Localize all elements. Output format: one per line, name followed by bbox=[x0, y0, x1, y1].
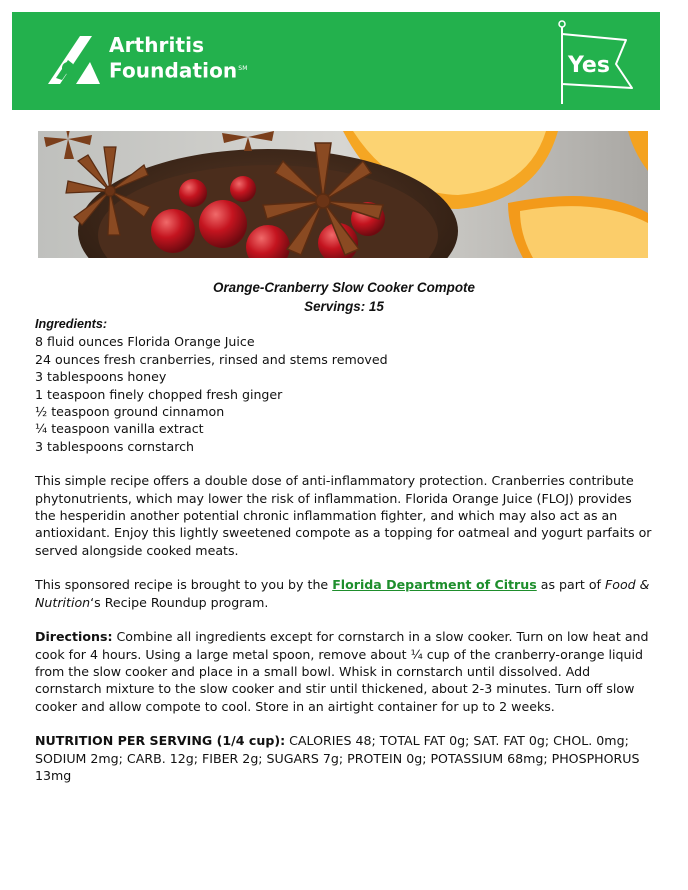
brand-name bbox=[109, 34, 247, 83]
nutrition-label: NUTRITION PER SERVING (1/4 cup): bbox=[35, 733, 286, 749]
directions-label: Directions: bbox=[35, 629, 113, 645]
hero-photo bbox=[38, 131, 648, 258]
ingredient-item: 3 tablespoons cornstarch bbox=[35, 438, 195, 454]
header-banner bbox=[12, 12, 660, 110]
ingredient-item: 8 fluid ounces Florida Orange Juice bbox=[35, 334, 255, 350]
ingredient-item: ¼ teaspoon vanilla extract bbox=[35, 421, 204, 437]
arthritis-foundation-logo-icon bbox=[46, 34, 102, 88]
brand-line-2: Foundation℠ bbox=[109, 58, 248, 83]
yes-flag-icon bbox=[546, 18, 638, 106]
brand-line-1: Arthritis bbox=[109, 33, 205, 57]
publication-name: Food & Nutrition bbox=[35, 577, 650, 610]
ingredient-item: 3 tablespoons honey bbox=[35, 369, 167, 385]
recipe-servings: Servings: 15 bbox=[304, 299, 384, 314]
service-mark: SM bbox=[238, 65, 248, 72]
flag-text: Yes bbox=[568, 53, 610, 78]
ingredients-heading: Ingredients: bbox=[35, 317, 108, 331]
ingredient-item: 24 ounces fresh cranberries, rinsed and stems removed bbox=[35, 351, 388, 367]
nutrition-paragraph: NUTRITION PER SERVING (1/4 cup): CALORIES 48; TOTAL FAT 0g; SAT. FAT 0g; CHOL. 0mg; SODIUM 2mg; CARB. 12g; FIBER 2g; SUGARS 7g; PROTEIN 0g; POTASSIUM 68mg; PHOSPHORUS 13mg bbox=[35, 733, 640, 783]
recipe-content bbox=[35, 278, 653, 784]
ingredients-list bbox=[35, 333, 653, 455]
directions-paragraph: Directions: Combine all ingredients except for cornstarch in a slow cooker. Turn on low heat and cook for 4 hours. Using a large metal spoon, remove about ¼ cup of the cranberry-orange liquid from the slow cooker and place in a small bowl. Whisk in cornstarch until dissolved. Add cornstarch mixture to the slow cooker and stir until thickened, about 2-3 minutes. Turn off slow cooker and allow compote to cool. Store in an airtight container for up to 2 weeks. bbox=[35, 629, 649, 714]
florida-department-of-citrus-link[interactable]: Florida Department of Citrus bbox=[332, 577, 537, 593]
ingredient-item: ½ teaspoon ground cinnamon bbox=[35, 404, 225, 420]
sponsor-paragraph: This sponsored recipe is brought to you by the Florida Department of Citrus as part of Food & Nutrition‘s Recipe Roundup program. bbox=[35, 577, 650, 610]
recipe-title: Orange-Cranberry Slow Cooker Compote bbox=[213, 280, 475, 295]
intro-paragraph: This simple recipe offers a double dose of anti-inflammatory protection. Cranberries contribute phytonutrients, which may lower the risk of inflammation. Florida Orange Juice (FLOJ) provides the hesperidin another potential chronic inflammation fighter, and which may also act as an antioxidant. Enjoy this lightly sweetened compote as a topping for oatmeal and yogurt parfaits or served alongside cooked meats. bbox=[35, 473, 652, 558]
ingredient-item: 1 teaspoon finely chopped fresh ginger bbox=[35, 386, 283, 402]
